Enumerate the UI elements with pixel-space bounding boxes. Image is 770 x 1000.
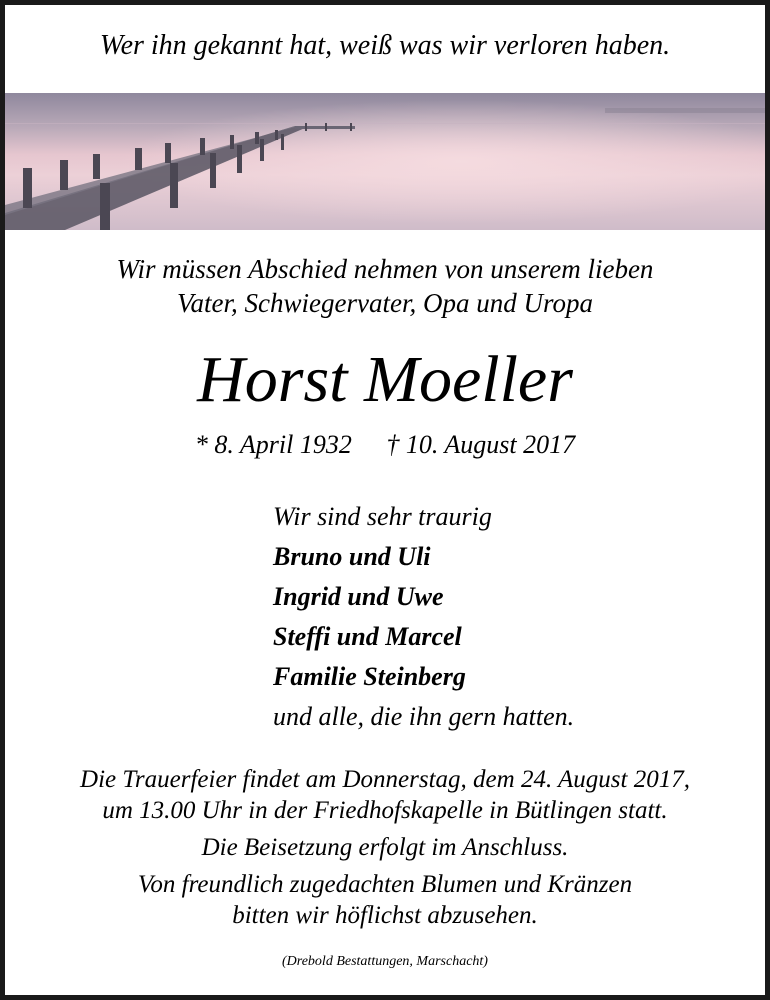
deceased-name: Horst Moeller bbox=[197, 343, 573, 416]
death-date: † 10. August 2017 bbox=[386, 430, 576, 459]
undertaker-credit: (Drebold Bestattungen, Marschacht) bbox=[282, 954, 488, 969]
flowers-line-1: Von freundlich zugedachten Blumen und Kränzen bbox=[137, 871, 633, 898]
burial-line: Die Beisetzung erfolgt im Anschluss. bbox=[201, 834, 569, 861]
intro-text bbox=[0, 252, 770, 320]
mourner-name: Bruno und Uli bbox=[273, 542, 431, 571]
life-dates bbox=[0, 430, 770, 460]
ceremony-line-2: um 13.00 Uhr in der Friedhofskapelle in Bütlingen statt. bbox=[102, 797, 668, 824]
birth-date: * 8. April 1932 bbox=[194, 430, 352, 459]
mourners-intro: Wir sind sehr traurig bbox=[273, 502, 492, 531]
mourner-name: Steffi und Marcel bbox=[273, 622, 462, 651]
intro-line-2: Vater, Schwiegervater, Opa und Uropa bbox=[177, 288, 593, 318]
ceremony-line-1: Die Trauerfeier findet am Donnerstag, dem 24. August 2017, bbox=[80, 766, 690, 793]
motto: Wer ihn gekannt hat, weiß was wir verloren haben. bbox=[99, 30, 671, 61]
ceremony-info bbox=[0, 764, 770, 931]
mourner-name: Ingrid und Uwe bbox=[273, 582, 444, 611]
intro-line-1: Wir müssen Abschied nehmen von unserem lieben bbox=[116, 254, 654, 284]
mourners-list bbox=[273, 497, 574, 737]
mourners-closing: und alle, die ihn gern hatten. bbox=[273, 702, 575, 731]
mourner-name: Familie Steinberg bbox=[273, 662, 466, 691]
lake-jetty-image bbox=[5, 93, 765, 230]
flowers-line-2: bitten wir höflichst abzusehen. bbox=[232, 902, 538, 929]
